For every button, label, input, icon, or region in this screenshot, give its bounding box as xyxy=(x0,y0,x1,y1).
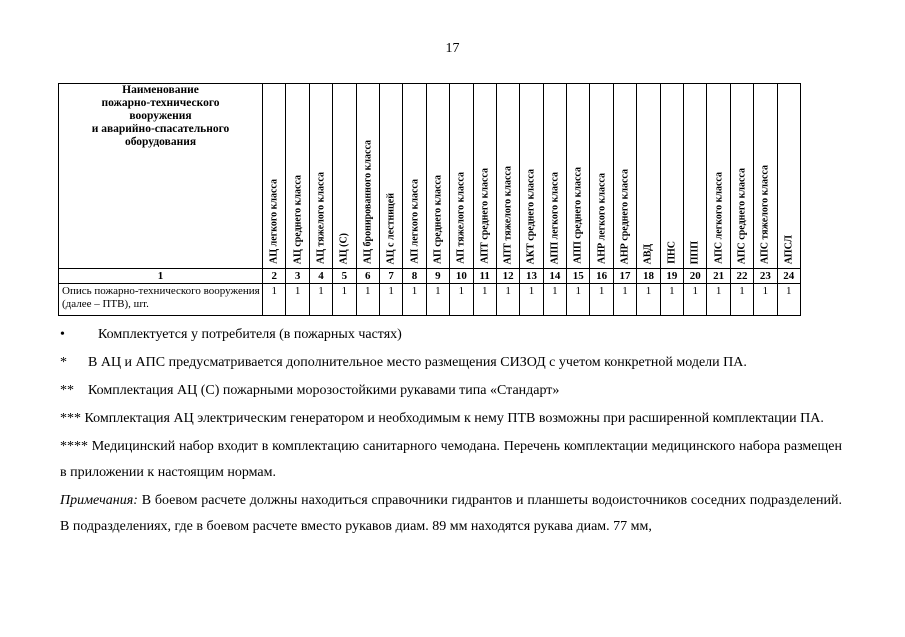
column-header-label: АНР среднего класса xyxy=(619,168,631,264)
column-header-label: АЦ (С) xyxy=(338,232,350,264)
table-cell: 1 xyxy=(286,284,309,316)
table-cell: 1 xyxy=(754,284,777,316)
column-header-label: АП тяжелого класса xyxy=(455,172,467,264)
column-header xyxy=(450,84,473,269)
column-header-label: АПП среднего класса xyxy=(572,167,584,264)
table-header-row xyxy=(59,84,801,269)
table-cell: 1 xyxy=(637,284,660,316)
table-cell: 1 xyxy=(379,284,402,316)
column-number: 12 xyxy=(496,269,519,284)
row-label: Опись пожарно-технического вооружения (далее – ПТВ), шт. xyxy=(59,284,263,316)
column-number: 15 xyxy=(567,269,590,284)
table-cell: 1 xyxy=(263,284,286,316)
column-header xyxy=(356,84,379,269)
column-header-label: АП легкого класса xyxy=(409,179,421,264)
table-cell: 1 xyxy=(777,284,800,316)
column-number: 10 xyxy=(450,269,473,284)
column-number: 19 xyxy=(660,269,683,284)
column-header-label: АНР легкого класса xyxy=(596,173,608,264)
column-header-label: АПС тяжелого класса xyxy=(759,165,771,264)
column-number: 14 xyxy=(543,269,566,284)
column-header-label: АП среднего класса xyxy=(432,175,444,264)
column-header xyxy=(730,84,753,269)
note-marker: ** xyxy=(60,383,74,398)
column-number: 11 xyxy=(473,269,496,284)
note-marker: **** xyxy=(60,439,88,454)
note-text: Комплектация АЦ (С) пожарными морозостойкими рукавами типа «Стандарт» xyxy=(88,383,560,398)
table-cell: 1 xyxy=(613,284,636,316)
name-column-header xyxy=(59,84,263,269)
note-marker: *** xyxy=(60,411,81,426)
column-header xyxy=(613,84,636,269)
column-header-label: АПТ тяжелого класса xyxy=(502,165,514,264)
table-cell: 1 xyxy=(707,284,730,316)
column-number: 17 xyxy=(613,269,636,284)
note-item xyxy=(60,406,842,432)
column-number: 22 xyxy=(730,269,753,284)
table-cell: 1 xyxy=(684,284,707,316)
column-header xyxy=(263,84,286,269)
column-number: 9 xyxy=(426,269,449,284)
column-number: 24 xyxy=(777,269,800,284)
column-header xyxy=(684,84,707,269)
column-header-label: АПСЛ xyxy=(783,234,795,264)
column-header xyxy=(660,84,683,269)
column-header-label: АПТ среднего класса xyxy=(479,168,491,264)
column-number: 4 xyxy=(309,269,332,284)
column-header-label: АВД xyxy=(642,243,654,264)
column-header xyxy=(496,84,519,269)
column-header xyxy=(379,84,402,269)
column-header-label: АПС легкого класса xyxy=(713,172,725,264)
column-header xyxy=(333,84,356,269)
column-header xyxy=(637,84,660,269)
remarks-paragraph xyxy=(60,488,842,540)
column-header-label: АКТ среднего класса xyxy=(525,168,537,264)
table-cell: 1 xyxy=(660,284,683,316)
note-text: Комплектация АЦ электрическим генератором и необходимым к нему ПТВ возможны при расширенной комплектации ПА. xyxy=(84,411,824,426)
column-header xyxy=(777,84,800,269)
note-item xyxy=(60,322,842,348)
table-cell: 1 xyxy=(730,284,753,316)
table-cell: 1 xyxy=(403,284,426,316)
column-header-label: ПНС xyxy=(666,241,678,264)
note-text: В АЦ и АПС предусматривается дополнительное место размещения СИЗОД с учетом конкретной модели ПА. xyxy=(88,355,747,370)
column-number: 18 xyxy=(637,269,660,284)
column-header-label: АЦ бронированного класса xyxy=(362,140,374,264)
note-marker: • xyxy=(60,327,65,342)
column-header xyxy=(590,84,613,269)
column-header xyxy=(403,84,426,269)
column-header xyxy=(426,84,449,269)
column-number: 6 xyxy=(356,269,379,284)
table-cell: 1 xyxy=(473,284,496,316)
table-cell: 1 xyxy=(333,284,356,316)
column-number: 7 xyxy=(379,269,402,284)
column-header-label: АЦ тяжелого класса xyxy=(315,171,327,264)
page-number: 17 xyxy=(445,41,460,56)
remarks-text: В боевом расчете должны находиться справочники гидрантов и планшеты водоисточников соседних подразделений. В подразделениях, где в боевом расчете вместо рукавов диам. 89 мм находятся рукава диам. 77 мм, xyxy=(60,493,842,534)
column-header xyxy=(309,84,332,269)
table-cell: 1 xyxy=(356,284,379,316)
column-number-row xyxy=(59,269,801,284)
column-number: 5 xyxy=(333,269,356,284)
column-header-label: АЦ среднего класса xyxy=(292,174,304,264)
equipment-table xyxy=(58,83,801,316)
column-header xyxy=(473,84,496,269)
column-header xyxy=(707,84,730,269)
column-header xyxy=(567,84,590,269)
note-item xyxy=(60,434,842,486)
column-header-label: АЦ с лестницей xyxy=(385,192,397,264)
column-number: 2 xyxy=(263,269,286,284)
column-number: 23 xyxy=(754,269,777,284)
column-number: 1 xyxy=(59,269,263,284)
table-cell: 1 xyxy=(590,284,613,316)
column-number: 8 xyxy=(403,269,426,284)
column-number: 20 xyxy=(684,269,707,284)
notes-section xyxy=(60,322,842,542)
note-marker: * xyxy=(60,355,67,370)
table-cell: 1 xyxy=(567,284,590,316)
column-header xyxy=(543,84,566,269)
table-cell: 1 xyxy=(543,284,566,316)
table-row xyxy=(59,284,801,316)
name-column-header-text: Наименование пожарно-технического вооружения и аварийно-спасательного оборудования xyxy=(91,84,230,148)
table-cell: 1 xyxy=(450,284,473,316)
table-cell: 1 xyxy=(520,284,543,316)
column-number: 21 xyxy=(707,269,730,284)
note-text: Комплектуется у потребителя (в пожарных частях) xyxy=(98,327,402,342)
column-number: 16 xyxy=(590,269,613,284)
column-header-label: АЦ легкого класса xyxy=(268,179,280,264)
column-header-label: ППП xyxy=(689,240,701,264)
column-number: 3 xyxy=(286,269,309,284)
note-text: Медицинский набор входит в комплектацию санитарного чемодана. Перечень комплектации медицинского набора размещен в приложении к настоящим нормам. xyxy=(60,439,842,480)
remarks-label: Примечания: xyxy=(60,493,138,508)
column-header xyxy=(754,84,777,269)
column-header xyxy=(520,84,543,269)
column-header xyxy=(286,84,309,269)
column-number: 13 xyxy=(520,269,543,284)
table-cell: 1 xyxy=(496,284,519,316)
table-cell: 1 xyxy=(426,284,449,316)
column-header-label: АПС среднего класса xyxy=(736,167,748,264)
column-header-label: АПП легкого класса xyxy=(549,171,561,264)
note-item xyxy=(60,350,842,376)
table-cell: 1 xyxy=(309,284,332,316)
note-item xyxy=(60,378,842,404)
